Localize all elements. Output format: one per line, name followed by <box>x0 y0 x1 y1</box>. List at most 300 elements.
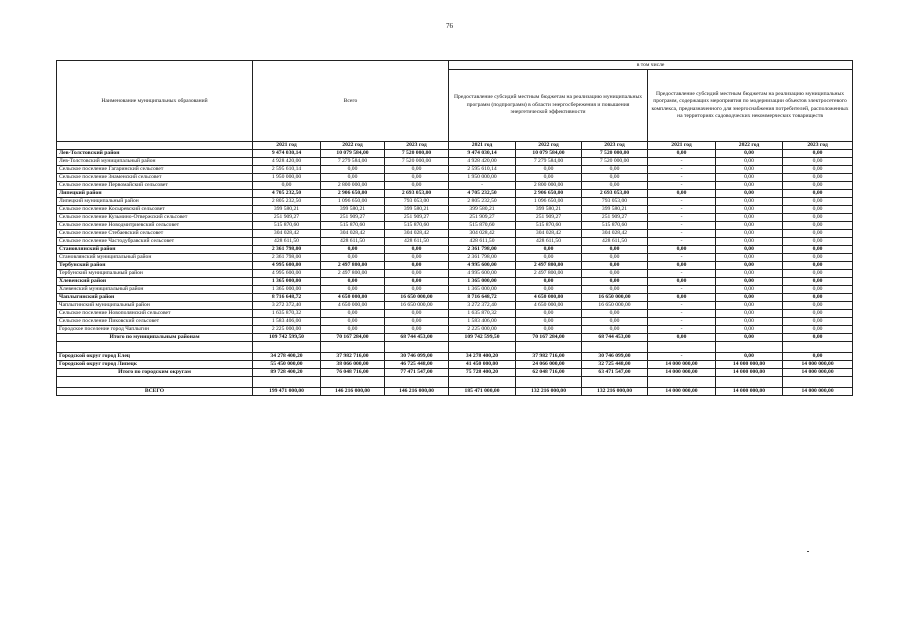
row-name: Сельское поселение Гагаринский сельсовет <box>57 166 253 174</box>
value-cell: - <box>648 302 716 310</box>
value-cell: 0,00 <box>716 278 783 286</box>
value-cell: 0,00 <box>716 294 783 302</box>
value-cell: 2 361 798,00 <box>449 254 516 262</box>
value-cell: 0,00 <box>648 246 716 254</box>
value-cell: 0,00 <box>582 310 648 318</box>
value-cell: 304 028,42 <box>253 230 321 238</box>
value-cell: 0,00 <box>783 278 853 286</box>
value-cell: 0,00 <box>385 166 449 174</box>
value-cell: 428 611,50 <box>385 238 449 246</box>
value-cell: 1 365 000,00 <box>253 278 321 286</box>
value-cell: 0,00 <box>783 254 853 262</box>
value-cell: 0,00 <box>783 230 853 238</box>
value-cell: 0,00 <box>582 278 648 286</box>
value-cell: 89 728 400,20 <box>253 369 321 377</box>
row-name: Итого по городским округам <box>57 369 253 377</box>
value-cell: 399 580,21 <box>385 206 449 214</box>
value-cell: 37 982 716,00 <box>516 353 582 361</box>
spacer-cell <box>449 342 516 353</box>
table-row <box>57 302 853 310</box>
row-name: Чаплыгинский район <box>57 294 253 302</box>
value-cell: 1 096 650,00 <box>516 198 582 206</box>
value-cell: 199 471 000,00 <box>253 388 321 396</box>
value-cell: 0,00 <box>716 270 783 278</box>
value-cell: 0,00 <box>783 294 853 302</box>
value-cell: 4 650 000,00 <box>321 302 385 310</box>
value-cell: 1 365 000,00 <box>449 286 516 294</box>
value-cell: 0,00 <box>716 310 783 318</box>
value-cell: - <box>648 198 716 206</box>
table-row <box>57 150 853 158</box>
table-row <box>57 326 853 334</box>
table-row <box>57 361 853 369</box>
spacer-cell <box>783 377 853 388</box>
table-row <box>57 174 853 182</box>
value-cell: 4 705 232,50 <box>449 190 516 198</box>
value-cell: 0,00 <box>385 310 449 318</box>
value-cell: 30 746 099,00 <box>582 353 648 361</box>
value-cell: 0,00 <box>582 286 648 294</box>
value-cell: 185 471 000,00 <box>449 388 516 396</box>
value-cell: 0,00 <box>716 222 783 230</box>
row-name: Сельское поселение Новодмитриевский сельсовет <box>57 222 253 230</box>
value-cell: - <box>648 353 716 361</box>
spacer-cell <box>385 377 449 388</box>
table-row <box>57 214 853 222</box>
value-cell: 399 580,21 <box>516 206 582 214</box>
value-cell: 14 000 000,00 <box>783 361 853 369</box>
table-row <box>57 230 853 238</box>
value-cell: 146 216 000,00 <box>321 388 385 396</box>
value-cell: 0,00 <box>385 262 449 270</box>
value-cell: 14 000 000,00 <box>648 369 716 377</box>
value-cell: 24 066 000,00 <box>516 361 582 369</box>
year-header: 2021 год <box>449 142 516 150</box>
value-cell: 16 650 000,00 <box>582 294 648 302</box>
value-cell: 2 800 000,00 <box>321 182 385 190</box>
year-header: 2022 год <box>516 142 582 150</box>
value-cell: 0,00 <box>582 166 648 174</box>
row-name: Липецкий муниципальный район <box>57 198 253 206</box>
value-cell: 304 028,42 <box>385 230 449 238</box>
value-cell: 2 595 610,14 <box>449 166 516 174</box>
value-cell: 0,00 <box>385 318 449 326</box>
value-cell: 0,00 <box>321 318 385 326</box>
value-cell: 428 611,50 <box>582 238 648 246</box>
table-row <box>57 238 853 246</box>
value-cell: - <box>648 206 716 214</box>
value-cell: 0,00 <box>783 353 853 361</box>
value-cell: 0,00 <box>321 278 385 286</box>
value-cell: 77 471 547,00 <box>385 369 449 377</box>
value-cell: 0,00 <box>582 262 648 270</box>
value-cell: 4 928 420,00 <box>253 158 321 166</box>
value-cell: - <box>648 222 716 230</box>
value-cell: - <box>648 158 716 166</box>
value-cell: 428 611,50 <box>449 238 516 246</box>
value-cell: 515 870,60 <box>516 222 582 230</box>
value-cell: 0,00 <box>516 310 582 318</box>
row-name: Городской округ город Елец <box>57 353 253 361</box>
value-cell: 0,00 <box>783 286 853 294</box>
spacer-cell <box>716 342 783 353</box>
value-cell: 2 693 053,00 <box>582 190 648 198</box>
header-group: в том числе <box>449 61 853 70</box>
table-row <box>57 190 853 198</box>
value-cell: 132 216 000,00 <box>582 388 648 396</box>
spacer-cell <box>321 342 385 353</box>
row-name: Городское поселение город Чаплыгин <box>57 326 253 334</box>
spacer-row <box>57 377 853 388</box>
value-cell: 0,00 <box>716 150 783 158</box>
row-name: Городской округ город Липецк <box>57 361 253 369</box>
value-cell: 0,00 <box>321 166 385 174</box>
value-cell: 55 450 000,00 <box>253 361 321 369</box>
row-name: Хлевенский район <box>57 278 253 286</box>
value-cell: 0,00 <box>582 174 648 182</box>
table-row <box>57 158 853 166</box>
value-cell: 0,00 <box>321 246 385 254</box>
value-cell: 0,00 <box>516 254 582 262</box>
value-cell: 109 742 599,50 <box>449 334 516 342</box>
value-cell: 0,00 <box>648 278 716 286</box>
value-cell: 2 497 800,00 <box>321 270 385 278</box>
table-row <box>57 166 853 174</box>
row-name: Сельское поселение Знаменский сельсовет <box>57 174 253 182</box>
value-cell: 7 279 584,00 <box>321 158 385 166</box>
value-cell: 0,00 <box>716 158 783 166</box>
value-cell: 2 361 798,00 <box>253 254 321 262</box>
spacer-cell <box>253 342 321 353</box>
value-cell: 251 909,27 <box>449 214 516 222</box>
value-cell: 14 000 000,00 <box>716 361 783 369</box>
row-name: Сельское поселение Кузьмино-Отвержский сельсовет <box>57 214 253 222</box>
value-cell: 0,00 <box>385 246 449 254</box>
row-name: Становлянский муниципальный район <box>57 254 253 262</box>
value-cell: 14 000 000,00 <box>716 369 783 377</box>
value-cell: 0,00 <box>716 174 783 182</box>
value-cell: 2 805 232,50 <box>449 198 516 206</box>
value-cell: 428 611,50 <box>253 238 321 246</box>
value-cell: 0,00 <box>716 238 783 246</box>
value-cell: 0,00 <box>783 318 853 326</box>
value-cell: 1 365 000,00 <box>449 278 516 286</box>
year-spacer <box>57 142 253 150</box>
value-cell: 37 982 716,00 <box>321 353 385 361</box>
year-header: 2021 год <box>253 142 321 150</box>
value-cell: 304 028,42 <box>449 230 516 238</box>
value-cell: 1 635 870,32 <box>253 310 321 318</box>
value-cell: 793 053,00 <box>385 198 449 206</box>
value-cell: 8 716 648,72 <box>253 294 321 302</box>
value-cell: - <box>648 230 716 238</box>
value-cell: 30 746 099,00 <box>385 353 449 361</box>
value-cell: 0,00 <box>516 174 582 182</box>
value-cell: 0,00 <box>783 302 853 310</box>
value-cell: 1 583 406,00 <box>253 318 321 326</box>
budget-table-container <box>56 60 852 396</box>
row-name: Сельское поселение Косыревский сельсовет <box>57 206 253 214</box>
header-name: Наименование муниципальных образований <box>57 61 253 142</box>
value-cell: 0,00 <box>582 270 648 278</box>
row-name: Сельское поселение Первомайский сельсовет <box>57 182 253 190</box>
row-name: Сельское поселение Новополянский сельсовет <box>57 310 253 318</box>
spacer-cell <box>57 377 253 388</box>
value-cell: 0,00 <box>253 182 321 190</box>
value-cell: 41 450 000,00 <box>449 361 516 369</box>
year-header: 2021 год <box>648 142 716 150</box>
subsidy-table <box>56 60 853 396</box>
table-row <box>57 246 853 254</box>
scan-mark <box>807 551 809 552</box>
value-cell: 16 650 000,00 <box>385 294 449 302</box>
table-body <box>57 150 853 396</box>
value-cell: 0,00 <box>516 166 582 174</box>
value-cell: 2 361 798,00 <box>449 246 516 254</box>
value-cell: 0,00 <box>716 254 783 262</box>
value-cell: - <box>449 182 516 190</box>
value-cell: 0,00 <box>716 262 783 270</box>
value-cell: 2 225 000,00 <box>449 326 516 334</box>
value-cell: 2 693 053,00 <box>385 190 449 198</box>
spacer-cell <box>582 377 648 388</box>
table-row <box>57 182 853 190</box>
value-cell: 2 906 650,00 <box>321 190 385 198</box>
value-cell: 0,00 <box>783 182 853 190</box>
value-cell: 515 870,60 <box>449 222 516 230</box>
value-cell: 2 906 650,00 <box>516 190 582 198</box>
value-cell: 0,00 <box>783 326 853 334</box>
value-cell: 4 705 232,50 <box>253 190 321 198</box>
value-cell: 251 909,27 <box>321 214 385 222</box>
value-cell: 14 000 000,00 <box>783 388 853 396</box>
value-cell: 2 800 000,00 <box>516 182 582 190</box>
value-cell: 1 365 000,00 <box>253 286 321 294</box>
row-name: Липецкий район <box>57 190 253 198</box>
value-cell: 16 650 000,00 <box>582 302 648 310</box>
table-row <box>57 310 853 318</box>
value-cell: 0,00 <box>716 326 783 334</box>
page-number: 76 <box>446 22 453 30</box>
value-cell: 7 520 000,00 <box>385 150 449 158</box>
value-cell: 1 950 000,00 <box>449 174 516 182</box>
value-cell: 0,00 <box>516 318 582 326</box>
header-sub-grid: Предоставление субсидий местным бюджетам на реализацию муниципальных программ, содержащих мероприятия по модернизации объектов электросетевого комплекса, предназначенного для энергоснабжения потребителей, расположенных на территориях садоводческих некоммерческих товариществ <box>648 70 853 142</box>
table-row <box>57 369 853 377</box>
spacer-cell <box>716 377 783 388</box>
value-cell: 0,00 <box>716 182 783 190</box>
value-cell: - <box>648 270 716 278</box>
value-cell: 428 611,50 <box>321 238 385 246</box>
table-row <box>57 254 853 262</box>
spacer-row <box>57 342 853 353</box>
value-cell: 515 870,60 <box>582 222 648 230</box>
table-row <box>57 353 853 361</box>
value-cell: 0,00 <box>716 353 783 361</box>
value-cell: 399 580,21 <box>449 206 516 214</box>
table-row <box>57 388 853 396</box>
spacer-cell <box>648 377 716 388</box>
value-cell: 0,00 <box>783 334 853 342</box>
value-cell: 34 278 400,20 <box>449 353 516 361</box>
value-cell: 0,00 <box>783 222 853 230</box>
value-cell: - <box>648 214 716 222</box>
value-cell: 0,00 <box>516 246 582 254</box>
value-cell: 62 048 716,00 <box>516 369 582 377</box>
value-cell: 38 066 000,00 <box>321 361 385 369</box>
value-cell: - <box>648 174 716 182</box>
value-cell: 0,00 <box>385 182 449 190</box>
value-cell: 399 580,21 <box>582 206 648 214</box>
table-row <box>57 318 853 326</box>
value-cell: 132 216 000,00 <box>516 388 582 396</box>
value-cell: 0,00 <box>783 190 853 198</box>
value-cell: 0,00 <box>716 214 783 222</box>
years-row <box>57 142 853 150</box>
value-cell: - <box>648 318 716 326</box>
year-header: 2023 год <box>385 142 449 150</box>
value-cell: 0,00 <box>783 158 853 166</box>
value-cell: 46 725 448,00 <box>385 361 449 369</box>
value-cell: 70 167 284,00 <box>321 334 385 342</box>
value-cell: 251 909,27 <box>582 214 648 222</box>
value-cell: 1 096 650,00 <box>321 198 385 206</box>
value-cell: 4 650 000,00 <box>516 302 582 310</box>
value-cell: 0,00 <box>783 246 853 254</box>
value-cell: 0,00 <box>582 318 648 326</box>
value-cell: 4 995 600,00 <box>449 262 516 270</box>
value-cell: 10 079 584,00 <box>321 150 385 158</box>
spacer-cell <box>385 342 449 353</box>
value-cell: 4 995 600,00 <box>253 262 321 270</box>
value-cell: 304 028,42 <box>516 230 582 238</box>
row-name: Тербунский муниципальный район <box>57 270 253 278</box>
value-cell: 428 611,50 <box>516 238 582 246</box>
value-cell: 399 580,21 <box>253 206 321 214</box>
value-cell: 0,00 <box>783 214 853 222</box>
spacer-cell <box>57 342 253 353</box>
spacer-cell <box>321 377 385 388</box>
value-cell: 109 742 599,50 <box>253 334 321 342</box>
value-cell: 1 583 406,00 <box>449 318 516 326</box>
value-cell: 4 650 000,00 <box>516 294 582 302</box>
table-row <box>57 206 853 214</box>
value-cell: 76 048 716,00 <box>321 369 385 377</box>
row-name: Лев-Толстовский муниципальный район <box>57 158 253 166</box>
spacer-cell <box>516 342 582 353</box>
value-cell: 10 079 584,00 <box>516 150 582 158</box>
value-cell: 0,00 <box>648 294 716 302</box>
value-cell: 251 909,27 <box>385 214 449 222</box>
value-cell: 304 028,42 <box>582 230 648 238</box>
table-row <box>57 278 853 286</box>
table-row <box>57 334 853 342</box>
spacer-cell <box>783 342 853 353</box>
value-cell: 4 928 420,00 <box>449 158 516 166</box>
value-cell: 7 279 584,00 <box>516 158 582 166</box>
row-name: Сельское поселение Пиковский сельсовет <box>57 318 253 326</box>
value-cell: 0,00 <box>716 286 783 294</box>
value-cell: 63 471 547,00 <box>582 369 648 377</box>
value-cell: 0,00 <box>783 198 853 206</box>
value-cell: 304 028,42 <box>321 230 385 238</box>
value-cell: 0,00 <box>716 246 783 254</box>
value-cell: 0,00 <box>321 254 385 262</box>
value-cell: 32 725 448,00 <box>582 361 648 369</box>
value-cell: 0,00 <box>783 270 853 278</box>
value-cell: 0,00 <box>716 230 783 238</box>
year-header: 2023 год <box>783 142 853 150</box>
table-row <box>57 294 853 302</box>
value-cell: 8 716 648,72 <box>449 294 516 302</box>
value-cell: 0,00 <box>516 326 582 334</box>
row-name: Сельское поселение Частодубравский сельсовет <box>57 238 253 246</box>
value-cell: 14 000 000,00 <box>648 388 716 396</box>
spacer-cell <box>449 377 516 388</box>
value-cell: 1 950 000,00 <box>253 174 321 182</box>
table-row <box>57 262 853 270</box>
value-cell: 251 909,27 <box>516 214 582 222</box>
value-cell: 4 995 600,00 <box>449 270 516 278</box>
value-cell: 3 272 372,40 <box>253 302 321 310</box>
value-cell: - <box>648 238 716 246</box>
value-cell: 0,00 <box>648 190 716 198</box>
value-cell: - <box>648 182 716 190</box>
value-cell: 0,00 <box>783 150 853 158</box>
value-cell: 0,00 <box>716 302 783 310</box>
year-header: 2022 год <box>716 142 783 150</box>
value-cell: 515 870,60 <box>321 222 385 230</box>
value-cell: 70 167 284,00 <box>516 334 582 342</box>
value-cell: 146 216 000,00 <box>385 388 449 396</box>
value-cell: - <box>648 326 716 334</box>
row-name: Становлянский район <box>57 246 253 254</box>
value-cell: 1 635 870,32 <box>449 310 516 318</box>
value-cell: 7 520 000,00 <box>582 158 648 166</box>
value-cell: 0,00 <box>783 310 853 318</box>
value-cell: 34 278 400,20 <box>253 353 321 361</box>
value-cell: 7 520 000,00 <box>582 150 648 158</box>
value-cell: 0,00 <box>783 166 853 174</box>
value-cell: 0,00 <box>716 198 783 206</box>
value-cell: 4 995 600,00 <box>253 270 321 278</box>
spacer-cell <box>648 342 716 353</box>
table-row <box>57 198 853 206</box>
value-cell: 0,00 <box>783 174 853 182</box>
value-cell: 14 000 000,00 <box>783 369 853 377</box>
row-name: Итого по муниципальным районам <box>57 334 253 342</box>
value-cell: 2 497 800,00 <box>516 262 582 270</box>
value-cell: 2 595 610,14 <box>253 166 321 174</box>
value-cell: 68 744 453,00 <box>582 334 648 342</box>
value-cell: 0,00 <box>648 334 716 342</box>
value-cell: 14 000 000,00 <box>648 361 716 369</box>
row-name: Чаплыгинский муниципальный район <box>57 302 253 310</box>
value-cell: 2 497 800,00 <box>516 270 582 278</box>
value-cell: 0,00 <box>716 334 783 342</box>
year-header: 2023 год <box>582 142 648 150</box>
value-cell: 0,00 <box>648 150 716 158</box>
table-row <box>57 222 853 230</box>
value-cell: 0,00 <box>385 326 449 334</box>
value-cell: 0,00 <box>385 286 449 294</box>
value-cell: 0,00 <box>783 206 853 214</box>
value-cell: 0,00 <box>321 286 385 294</box>
value-cell: 0,00 <box>582 254 648 262</box>
value-cell: 0,00 <box>516 286 582 294</box>
value-cell: 7 520 000,00 <box>385 158 449 166</box>
value-cell: 9 474 030,14 <box>253 150 321 158</box>
